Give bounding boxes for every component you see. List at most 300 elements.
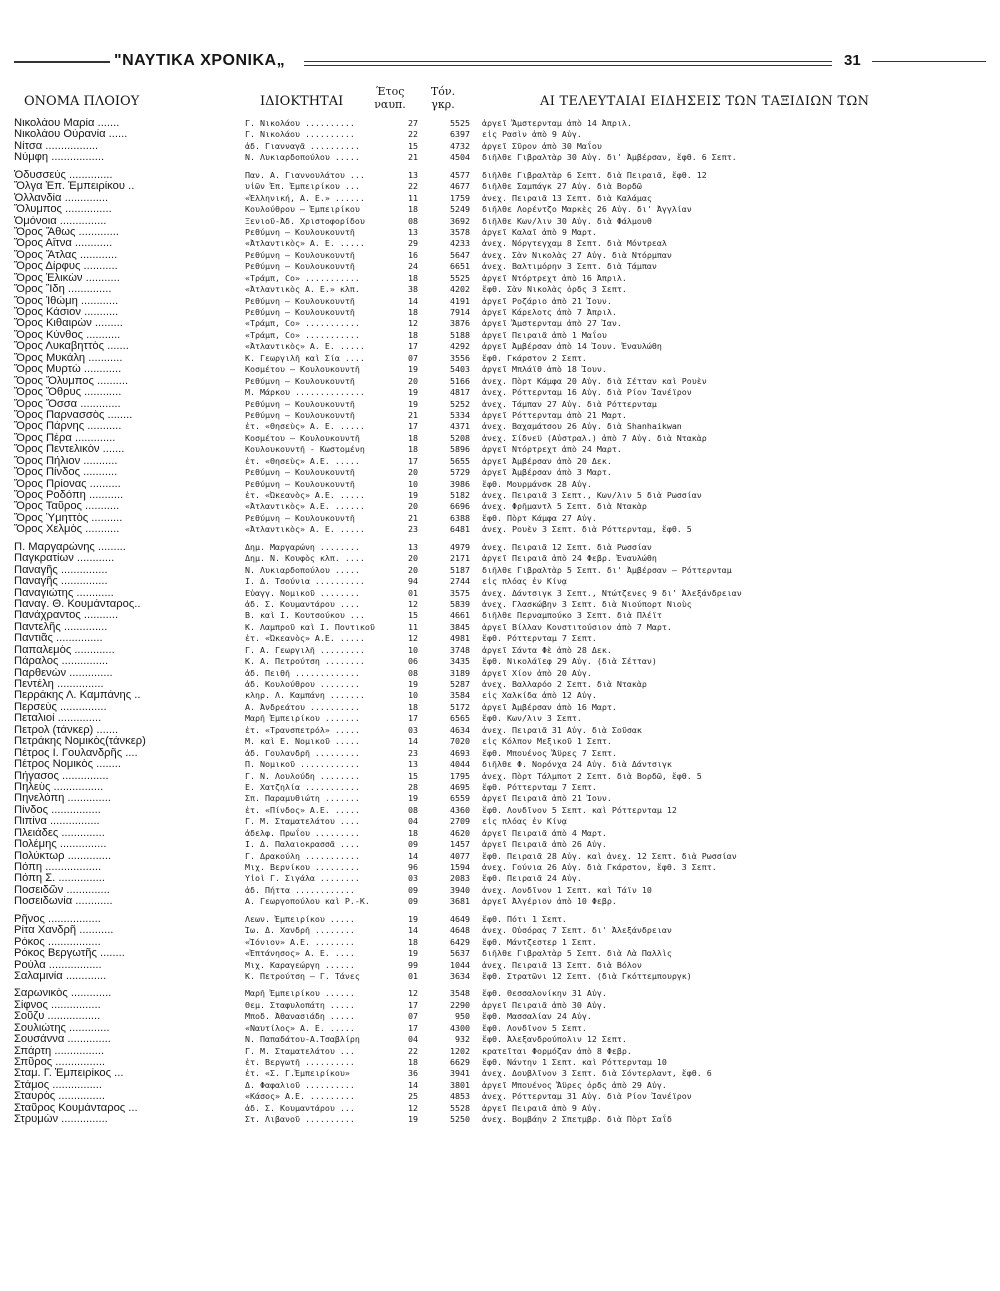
ship-name: Πηνελόπη .............. — [14, 793, 111, 805]
voyage-news: ἀργεῖ Πειραιᾶ ἀπὸ 21 Ἰουν. — [482, 793, 612, 804]
ship-owner: ἐτ. «Τρανσπετρόλ» ..... — [245, 724, 360, 735]
year-built: 96 — [408, 862, 418, 872]
voyage-news: ἀργεῖ Ἀμβέρσαν ἀπὸ 16 Μαρτ. — [482, 701, 617, 712]
gross-tons: 4044 — [450, 759, 470, 770]
ship-name: Ὄρος Ὑμηττὸς .......... — [14, 512, 123, 524]
gross-tons: 4979 — [450, 541, 470, 552]
gross-tons: 4634 — [450, 724, 470, 735]
voyage-news: ἀνεχ. Νόργτεγχαμ 8 Σεπτ. διὰ Μόντρεαλ — [482, 238, 667, 249]
voyage-news: διῆλθε Γιβραλτὰρ 6 Σεπτ. διὰ Πειραιᾶ, ἔφθ. 12 — [482, 169, 707, 180]
voyage-news: ἀργεῖ Ἀμβέρσαν ἀπὸ 20 Δεκ. — [482, 455, 612, 466]
table-row — [14, 170, 994, 181]
gross-tons: 3876 — [450, 318, 470, 329]
table-row — [14, 542, 994, 553]
ship-name: Πλειάδες .............. — [14, 827, 105, 839]
ship-owner: Μαρῆ Ἐμπειρίκου ....... — [245, 713, 360, 724]
gross-tons: 3845 — [450, 621, 470, 632]
header-rule-right — [872, 61, 986, 62]
ship-name: Σπάρτη ................ — [14, 1045, 105, 1057]
voyage-news: εἰς Ρασὶν ἀπὸ 9 Αὐγ. — [482, 129, 582, 140]
year-built: 09 — [408, 896, 418, 907]
gross-tons: 3548 — [450, 988, 470, 999]
ship-name: Πολύκτωρ .............. — [14, 850, 112, 862]
ship-name: Ποσειδῶν .............. — [14, 884, 110, 896]
voyage-news: ἀνεχ. Λονδῖνον 1 Σεπτ. καὶ Τάϊν 10 — [482, 884, 652, 895]
column-header-latest-news: ΑΙ ΤΕΛΕΥΤΑΙΑΙ ΕΙΔΗΣΕΙΣ ΤΩΝ ΤΑΞΙΔΙΩΝ ΤΩΝ — [540, 94, 870, 109]
ship-owner: Ρεθύμνη — Κουλουκουντῆ — [245, 512, 355, 523]
year-built: 10 — [408, 478, 418, 489]
gross-tons: 3940 — [450, 884, 470, 895]
gross-tons: 5896 — [450, 444, 470, 455]
gross-tons: 5729 — [450, 467, 470, 478]
voyage-news: ἔφθ. Θεσσαλονίκην 31 Αὐγ. — [482, 988, 607, 999]
voyage-news: ἀργεῖ Πειραιᾶ ἀπὸ 9 Αὐγ. — [482, 1102, 602, 1113]
gross-tons: 1759 — [450, 192, 470, 203]
table-row — [14, 948, 994, 959]
gross-tons: 5655 — [450, 455, 470, 466]
gross-tons: 4371 — [450, 421, 470, 432]
table-row — [14, 839, 994, 850]
ship-name: Πέτρος Νομικὸς ........ — [14, 759, 121, 771]
year-built: 23 — [408, 524, 418, 535]
gross-tons: 7020 — [450, 736, 470, 747]
year-built: 19 — [408, 679, 418, 689]
ship-name: Πεταλιοί .............. — [14, 713, 102, 725]
ship-name: Ὄρος Πήλιον ........... — [14, 455, 118, 467]
year-built: 13 — [408, 541, 418, 552]
voyage-news: ἀργεῖ Πειραιᾶ ἀπὸ 1 Μαΐου — [482, 329, 607, 340]
year-built: 17 — [408, 455, 418, 466]
voyage-news: ἔφθ. Μπουένος Ἄϋρες 7 Σεπτ. — [482, 747, 617, 758]
table-row — [14, 399, 994, 410]
voyage-news: ἔφθ. Μασσαλίαν 24 Αὐγ. — [482, 1011, 592, 1022]
year-built: 22 — [408, 1045, 418, 1056]
table-row — [14, 759, 994, 770]
voyage-news: ἔφθ. Πότι 1 Σεπτ. — [482, 913, 567, 924]
ship-name: Σαλαμινία ............. — [14, 970, 107, 982]
ship-owner: ἐτ. «Θησεὺς» Α. Ε. ..... — [245, 421, 365, 432]
ship-name: Στρυμὼν ............... — [14, 1114, 108, 1126]
table-row — [14, 273, 994, 284]
ship-owner: Κοσμέτου — Κουλουκουντῆ — [245, 364, 360, 375]
year-built: 10 — [408, 690, 418, 701]
gross-tons: 5208 — [450, 432, 470, 443]
voyage-news: διῆλθε Κων/λιν 30 Αὐγ. διὰ Φάλμουθ — [482, 215, 652, 226]
ship-name: Σαρωνικὸς ............. — [14, 988, 112, 1000]
ship-owner: Μ. καὶ Ε. Νομικοῦ ..... — [245, 736, 360, 747]
ship-owner: ἐτ. «Πίνδος» Α.Ε. ..... — [245, 804, 360, 815]
ship-name: Νικολάου Μαρία ....... — [14, 118, 120, 129]
ship-owner: Γ. Α. Γεωργιλῆ ......... — [245, 644, 365, 655]
ship-owner: «Ναυτίλος» Α. Ε. ..... — [245, 1022, 355, 1033]
gross-tons: 3435 — [450, 656, 470, 667]
ship-name: Ὄρος Ἄτλας ............ — [14, 249, 118, 261]
year-built: 12 — [408, 988, 418, 999]
table-row — [14, 960, 994, 971]
year-built: 12 — [408, 1102, 418, 1113]
year-built: 25 — [408, 1091, 418, 1102]
voyage-news: ἀνεχ. Πειραιᾶ 12 Σεπτ. διὰ Ρωσσίαν — [482, 541, 652, 552]
voyage-news: ἔφθ. Λονδῖνον 5 Σεπτ. — [482, 1022, 587, 1033]
ship-name: Ὄρος Ὄλυμπος .......... — [14, 375, 129, 387]
ship-name: Ποσειδωνία ............ — [14, 896, 113, 908]
gross-tons: 4233 — [450, 238, 470, 249]
year-built: 12 — [408, 318, 418, 329]
gross-tons: 4620 — [450, 827, 470, 838]
gross-tons: 4695 — [450, 781, 470, 792]
year-built: 19 — [408, 490, 418, 500]
ship-owner: Υἱοὶ Γ. Σιγάλα ........ — [245, 873, 360, 884]
ship-owner: Μαρῆ Ἐμπειρίκου ...... — [245, 988, 355, 999]
ship-name: Σίφνος ................ — [14, 999, 101, 1011]
voyage-news: ἔφθ. Σὰν Νικολὰς ὁρδς 3 Σεπτ. — [482, 284, 627, 295]
ship-owner: ἀδ. Γουλανδρῆ ......... — [245, 747, 360, 758]
ship-table — [14, 118, 994, 1126]
ship-name: Πανάχραντος ........... — [14, 610, 119, 622]
gross-tons: 4677 — [450, 181, 470, 192]
ship-name: Ὄρος Πρίονας .......... — [14, 478, 121, 490]
ship-owner: Ρεθύμνη — Κουλουκουντῆ — [245, 409, 355, 420]
table-row — [14, 410, 994, 421]
voyage-news: ἀργεῖ Ἄμστερνταμ ἀπὸ 14 Ἀπριλ. — [482, 118, 632, 128]
year-built: 03 — [408, 724, 418, 735]
year-built: 13 — [408, 759, 418, 770]
table-row — [14, 524, 994, 535]
table-row — [14, 353, 994, 364]
header-rule-middle — [304, 61, 832, 62]
table-row — [14, 668, 994, 679]
voyage-news: ἀργεῖ Χίον ἀπὸ 20 Αὐγ. — [482, 667, 592, 678]
gross-tons: 5172 — [450, 701, 470, 712]
ship-owner: Δ. Φαφαλιοῦ .......... — [245, 1079, 355, 1090]
gross-tons: 5525 — [450, 272, 470, 283]
voyage-news: ἔφθ. Στρατῶνι 12 Σεπτ. (διὰ Γκόττεμπουργκ) — [482, 970, 692, 981]
gross-tons: 5637 — [450, 948, 470, 959]
ship-owner: Μ. Μάρκου .............. — [245, 387, 365, 398]
gross-tons: 4300 — [450, 1022, 470, 1033]
gross-tons: 4077 — [450, 850, 470, 861]
ship-owner: Λεων. Ἐμπειρίκου ..... — [245, 913, 355, 924]
voyage-news: ἀργεῖ Ἀμβέρσαν ἀπὸ 14 Ἰουν. Ἐναυλώθη — [482, 341, 662, 352]
ship-owner: «Τράμπ, Co» ........... — [245, 318, 360, 329]
ship-name: Περράκης Λ. Καμπάνης .. — [14, 690, 141, 702]
table-row — [14, 433, 994, 444]
gross-tons: 6629 — [450, 1057, 470, 1067]
ship-owner: Ι. Δ. Τσούνια .......... — [245, 576, 365, 587]
gross-tons: 3986 — [450, 478, 470, 489]
voyage-news: ἔφθ. Πειραιᾶ 24 Αὐγ. — [482, 873, 582, 884]
table-row — [14, 376, 994, 387]
gross-tons: 6559 — [450, 793, 470, 804]
table-row — [14, 501, 994, 512]
year-built: 18 — [408, 432, 418, 443]
ship-name: Πήγασος ............... — [14, 770, 109, 782]
table-row — [14, 771, 994, 782]
voyage-news: ἀνεχ. Γούνια 26 Αὐγ. διὰ Γκάρστον, ἔφθ. 3 Σεπτ. — [482, 862, 717, 872]
year-built: 10 — [408, 644, 418, 655]
ship-owner: Α. Γεωργοπούλου καὶ Ρ.-Κ. — [245, 896, 370, 907]
ship-name: Ὄρος Ὄθρυς ............ — [14, 387, 122, 399]
ship-name: Ρούλα ................. — [14, 959, 102, 971]
ship-name: Ὄρος Πίνδος ........... — [14, 467, 118, 479]
gross-tons: 3748 — [450, 644, 470, 655]
gross-tons: 5647 — [450, 249, 470, 260]
voyage-news: ἀργεῖ Ἀλγέριον ἀπὸ 10 Φεβρ. — [482, 896, 617, 907]
voyage-news: ἀνεχ. Σὰν Νικολὰς 27 Αὐγ. διὰ Ντόρμπαν — [482, 249, 672, 260]
voyage-news: διῆλθε Σαμπάγκ 27 Αὐγ. διὰ Βορδῶ — [482, 181, 642, 192]
ship-name: Σπῦρος ................ — [14, 1057, 106, 1068]
ship-owner: Π. Νομικοῦ ............ — [245, 759, 360, 770]
year-built: 14 — [408, 295, 418, 306]
year-built: 19 — [408, 1114, 418, 1125]
table-row — [14, 885, 994, 896]
year-built: 13 — [408, 169, 418, 180]
ship-owner: ἐτ. «Σ. Γ.Ἐμπειρίκου» — [245, 1068, 350, 1079]
gross-tons: 4732 — [450, 140, 470, 151]
gross-tons: 3578 — [450, 226, 470, 237]
table-row — [14, 421, 994, 432]
ship-name: Πεντέλη ............... — [14, 679, 104, 690]
table-row — [14, 444, 994, 455]
table-row — [14, 988, 994, 999]
ship-name: Παναγ. Θ. Κουμάνταρος.. — [14, 598, 141, 610]
voyage-news: ἔφθ. Κων/λιν 3 Σεπτ. — [482, 713, 582, 724]
year-built: 07 — [408, 1011, 418, 1022]
gross-tons: 6397 — [450, 129, 470, 140]
voyage-news: διῆλθε Γιβραλτὰρ 5 Σεπτ. διὰ Λὰ Παλλὶς — [482, 948, 672, 959]
voyage-news: εἰς πλόας ἐν Κίνᾳ — [482, 576, 567, 587]
table-row — [14, 937, 994, 948]
table-row — [14, 330, 994, 341]
year-built: 12 — [408, 633, 418, 644]
ship-owner: Ρεθύμνη — Κουλουκουντῆ — [245, 398, 355, 409]
table-row — [14, 204, 994, 215]
table-row — [14, 1114, 994, 1125]
gross-tons: 5525 — [450, 118, 470, 128]
ship-owner: «Ἀτλαντικὸς» Α. Ε. ..... — [245, 524, 365, 535]
gross-tons: 5528 — [450, 1102, 470, 1113]
year-built: 14 — [408, 850, 418, 861]
ship-name: Π. Μαργαρώνης ......... — [14, 541, 126, 553]
voyage-news: ἀργεῖ Σῦρον ἀπὸ 30 Μαΐου — [482, 140, 602, 151]
table-row — [14, 318, 994, 329]
year-built: 06 — [408, 656, 418, 667]
ship-owner: ἀδ. Πειθῆ ............. — [245, 667, 360, 678]
ship-owner: Ρεθύμνη — Κουλουκουντῆ — [245, 375, 355, 386]
gross-tons: 5403 — [450, 364, 470, 375]
ship-name: Περσεὺς ............... — [14, 701, 107, 713]
ship-name: Νικολάου Οὐρανία ...... — [14, 129, 128, 141]
gross-tons: 2290 — [450, 999, 470, 1010]
ship-owner: Ρεθύμνη — Κουλουκουντῆ — [245, 295, 355, 306]
voyage-news: ἔφθ. Ἀλεξανδρούπολιν 12 Σεπτ. — [482, 1034, 627, 1045]
table-row — [14, 679, 994, 690]
gross-tons: 4577 — [450, 169, 470, 180]
ship-name: Ὄρος Λυκαβηττὸς ....... — [14, 341, 129, 353]
ship-owner: κληρ. Λ. Καμπάνη ....... — [245, 690, 365, 701]
year-built: 23 — [408, 747, 418, 758]
ship-owner: Ρεθύμνη — Κουλουκουντῆ — [245, 307, 355, 317]
ship-name: Ρῆνος ................. — [14, 913, 101, 925]
gross-tons: 6429 — [450, 936, 470, 947]
ship-owner: «Ἀτλαντικὸς Α. Ε.» κλπ. — [245, 284, 360, 295]
year-built: 20 — [408, 467, 418, 478]
voyage-news: ἀνεχ. Δάντσιγκ 3 Σεπτ., Ντώτζενες 9 δι' Ἀλεξάνδρειαν — [482, 587, 742, 598]
ship-owner: «Κάσος» Α.Ε. ......... — [245, 1091, 355, 1102]
table-row — [14, 490, 994, 501]
ship-owner: Ἰω. Δ. Χανδρῆ ........ — [245, 925, 355, 936]
ship-owner: Μιχ. Καραγεώργη ...... — [245, 959, 355, 970]
voyage-news: εἰς Χαλκίδα ἀπὸ 12 Αὐγ. — [482, 690, 597, 701]
year-built: 22 — [408, 129, 418, 140]
year-built: 19 — [408, 398, 418, 409]
year-built: 17 — [408, 713, 418, 724]
table-row — [14, 914, 994, 925]
table-row — [14, 873, 994, 884]
year-built: 21 — [408, 512, 418, 523]
ship-owner: Παν. Α. Γιαννουλάτου ... — [245, 169, 365, 180]
gross-tons: 4649 — [450, 913, 470, 924]
table-row — [14, 193, 994, 204]
voyage-news: ἀργεῖ Ρόττερνταμ ἀπὸ 21 Μαρτ. — [482, 409, 627, 420]
ship-owner: «Τράμπ, Co» ........... — [245, 272, 360, 283]
ship-name: Σουσάννα .............. — [14, 1034, 111, 1046]
ship-owner: ἐτ. «Ὠκεανὸς» Α.Ε. ..... — [245, 633, 365, 644]
ship-owner: Εὐαγγ. Νομικοῦ ........ — [245, 587, 360, 598]
voyage-news: ἀνεχ. Ρουὲν 3 Σεπτ. διὰ Ρόττερνταμ, ἔφθ. 5 — [482, 524, 692, 535]
ship-name: Παναγιώτης ............ — [14, 587, 114, 599]
year-built: 18 — [408, 1057, 418, 1067]
ship-name: Ὄλυμπος ............... — [14, 204, 112, 216]
table-row — [14, 1091, 994, 1102]
ship-name: Ὄρος Κύνθος ........... — [14, 329, 121, 341]
year-built: 21 — [408, 152, 418, 163]
year-built: 18 — [408, 204, 418, 215]
gross-tons: 5250 — [450, 1114, 470, 1125]
table-row — [14, 816, 994, 827]
gross-tons: 3681 — [450, 896, 470, 907]
ship-owner: Ρεθύμνη — Κουλουκουντῆ — [245, 249, 355, 260]
voyage-news: ἔφθ. Νάντην 1 Σεπτ. καὶ Ρόττερνταμ 10 — [482, 1057, 667, 1067]
voyage-news: ἔφθ. Ρόττερνταμ 7 Σεπτ. — [482, 781, 597, 792]
gross-tons: 6565 — [450, 713, 470, 724]
voyage-news: ἔφθ. Λονδῖνον 5 Σεπτ. καὶ Ρόττερνταμ 12 — [482, 804, 677, 815]
voyage-news: ἀνεχ. Πειραιᾶ 3 Σεπτ., Κων/λιν 5 διὰ Ρωσσίαν — [482, 490, 702, 500]
ship-owner: Δημ. Μαργαρώνη ........ — [245, 541, 360, 552]
gross-tons: 950 — [455, 1011, 470, 1022]
ship-name: Ὀλλανδία .............. — [14, 192, 109, 204]
gross-tons: 5187 — [450, 564, 470, 575]
ship-owner: «Ἀτλαντικὸς» Α. Ε. ..... — [245, 238, 365, 249]
year-built: 13 — [408, 226, 418, 237]
ship-owner: Ε. Χατζηλία ........... — [245, 781, 360, 792]
ship-name: Πιπίνα ................ — [14, 816, 100, 828]
table-row — [14, 261, 994, 272]
table-row — [14, 141, 994, 152]
gross-tons: 5249 — [450, 204, 470, 215]
ship-name: Πετράκης Νομικὸς(τάνκερ) — [14, 736, 146, 748]
ship-owner: ἀδελφ. Πρωΐου ......... — [245, 827, 360, 838]
year-built: 17 — [408, 999, 418, 1010]
voyage-news: ἀνεχ. Δουβλῖνον 3 Σεπτ. διὰ Σόντερλαντ, ἔφθ. 6 — [482, 1068, 712, 1079]
journal-title: "ΝΑΥΤΙΚΑ ΧΡΟΝΙΚΑ„ — [114, 52, 286, 69]
ship-name: Πόπη Σ. ............... — [14, 873, 105, 885]
gross-tons: 4504 — [450, 152, 470, 163]
voyage-news: ἀργεῖ Καλαῖ ἀπὸ 9 Μαρτ. — [482, 226, 597, 237]
ship-owner: Γ. Μ. Σταματελάτου .... — [245, 816, 360, 827]
gross-tons: 4817 — [450, 387, 470, 398]
year-built: 18 — [408, 936, 418, 947]
ship-owner: «Τράμπ, Co» ........... — [245, 329, 360, 340]
voyage-news: ἔφθ. Νικολάϊεφ 29 Αὐγ. (διὰ Σέτταν) — [482, 656, 657, 667]
gross-tons: 6481 — [450, 524, 470, 535]
table-row — [14, 1080, 994, 1091]
year-built: 04 — [408, 816, 418, 827]
ship-name: Νύμφη ................. — [14, 152, 105, 164]
ship-owner: Ν. Παπαδάτου-Α.Τσαβλίρη — [245, 1034, 360, 1045]
voyage-news: ἀνεχ. Πὸρτ Τάλμποτ 2 Σεπτ. διὰ Βορδῶ, ἔφθ. 5 — [482, 770, 702, 781]
voyage-news: διῆλθε Λορέντζο Μαρκὲς 26 Αὐγ. δι' Ἀγγλίαν — [482, 204, 692, 215]
ship-name: Ρόκος ................. — [14, 936, 101, 948]
ship-owner: Ρεθύμνη — Κουλουκουντῆ — [245, 226, 355, 237]
ship-name: Ὁμόνοια ............... — [14, 215, 107, 227]
ship-owner: Σπ. Παραμυθιώτη ....... — [245, 793, 360, 804]
column-header-year-built: Έτος ναυπ. — [374, 85, 406, 111]
ship-owner: ἀδ. Πήττα ............ — [245, 884, 355, 895]
year-built: 14 — [408, 925, 418, 936]
year-built: 19 — [408, 793, 418, 804]
year-built: 11 — [408, 621, 418, 632]
gross-tons: 4202 — [450, 284, 470, 295]
table-row — [14, 690, 994, 701]
ship-owner: Στ. Λιβανοῦ .......... — [245, 1114, 355, 1125]
table-row — [14, 479, 994, 490]
gross-tons: 1044 — [450, 959, 470, 970]
voyage-news: ἔφθ. Πὸρτ Κάμφα 27 Αὐγ. — [482, 512, 597, 523]
gross-tons: 2083 — [450, 873, 470, 884]
voyage-news: ἀνεχ. Ρόττερνταμ 31 Αὐγ. διὰ Ρίον Ἰανέϊρον — [482, 1091, 692, 1102]
ship-name: Παγκρατίων ............ — [14, 553, 115, 565]
voyage-news: ἔφθ. Μουρμάνσκ 28 Αὐγ. — [482, 478, 592, 489]
year-built: 17 — [408, 421, 418, 432]
ship-owner: Γ. Δρακούλη ........... — [245, 850, 360, 861]
ship-name: Ὄρος Δίρφυς ........... — [14, 261, 118, 273]
ship-name: Ὄλγα Ἐπ. Ἐμπειρίκου .. — [14, 181, 135, 193]
voyage-news: ἀργεῖ Βίλλαν Κονστιτούσιον ἀπὸ 7 Μαρτ. — [482, 621, 672, 632]
table-row — [14, 576, 994, 587]
year-built: 21 — [408, 409, 418, 420]
table-row — [14, 1000, 994, 1011]
gross-tons: 6696 — [450, 501, 470, 512]
ship-name: Ὄρος Αἴτνα ............ — [14, 238, 113, 250]
ship-owner: Β. καὶ Ι. Κουτσούκου ... — [245, 610, 365, 621]
gross-tons: 4661 — [450, 610, 470, 621]
gross-tons: 5188 — [450, 329, 470, 340]
voyage-news: ἀνεχ. Πειραιᾶ 31 Αὐγ. διὰ Σοῦσακ — [482, 724, 642, 735]
ship-name: Ὄρος Ταῦρος ........... — [14, 501, 120, 513]
table-row — [14, 513, 994, 524]
ship-owner: υἱῶν Ἐπ. Ἐμπειρίκου ... — [245, 181, 360, 192]
voyage-news: διῆλθε Περναμπούκο 3 Σεπτ. διὰ Πλέϊτ — [482, 610, 662, 621]
gross-tons: 3189 — [450, 667, 470, 678]
table-row — [14, 1057, 994, 1068]
ship-name: Πηλεὺς ................ — [14, 781, 104, 793]
year-built: 29 — [408, 238, 418, 249]
year-built: 08 — [408, 667, 418, 678]
ship-owner: «Ἀτλαντικὸς» Α.Ε. ...... — [245, 501, 365, 512]
ship-name: Ὄρος Μυκάλη ........... — [14, 352, 123, 364]
ship-owner: «Ἰόνιον» Α.Ε. ........ — [245, 936, 355, 947]
